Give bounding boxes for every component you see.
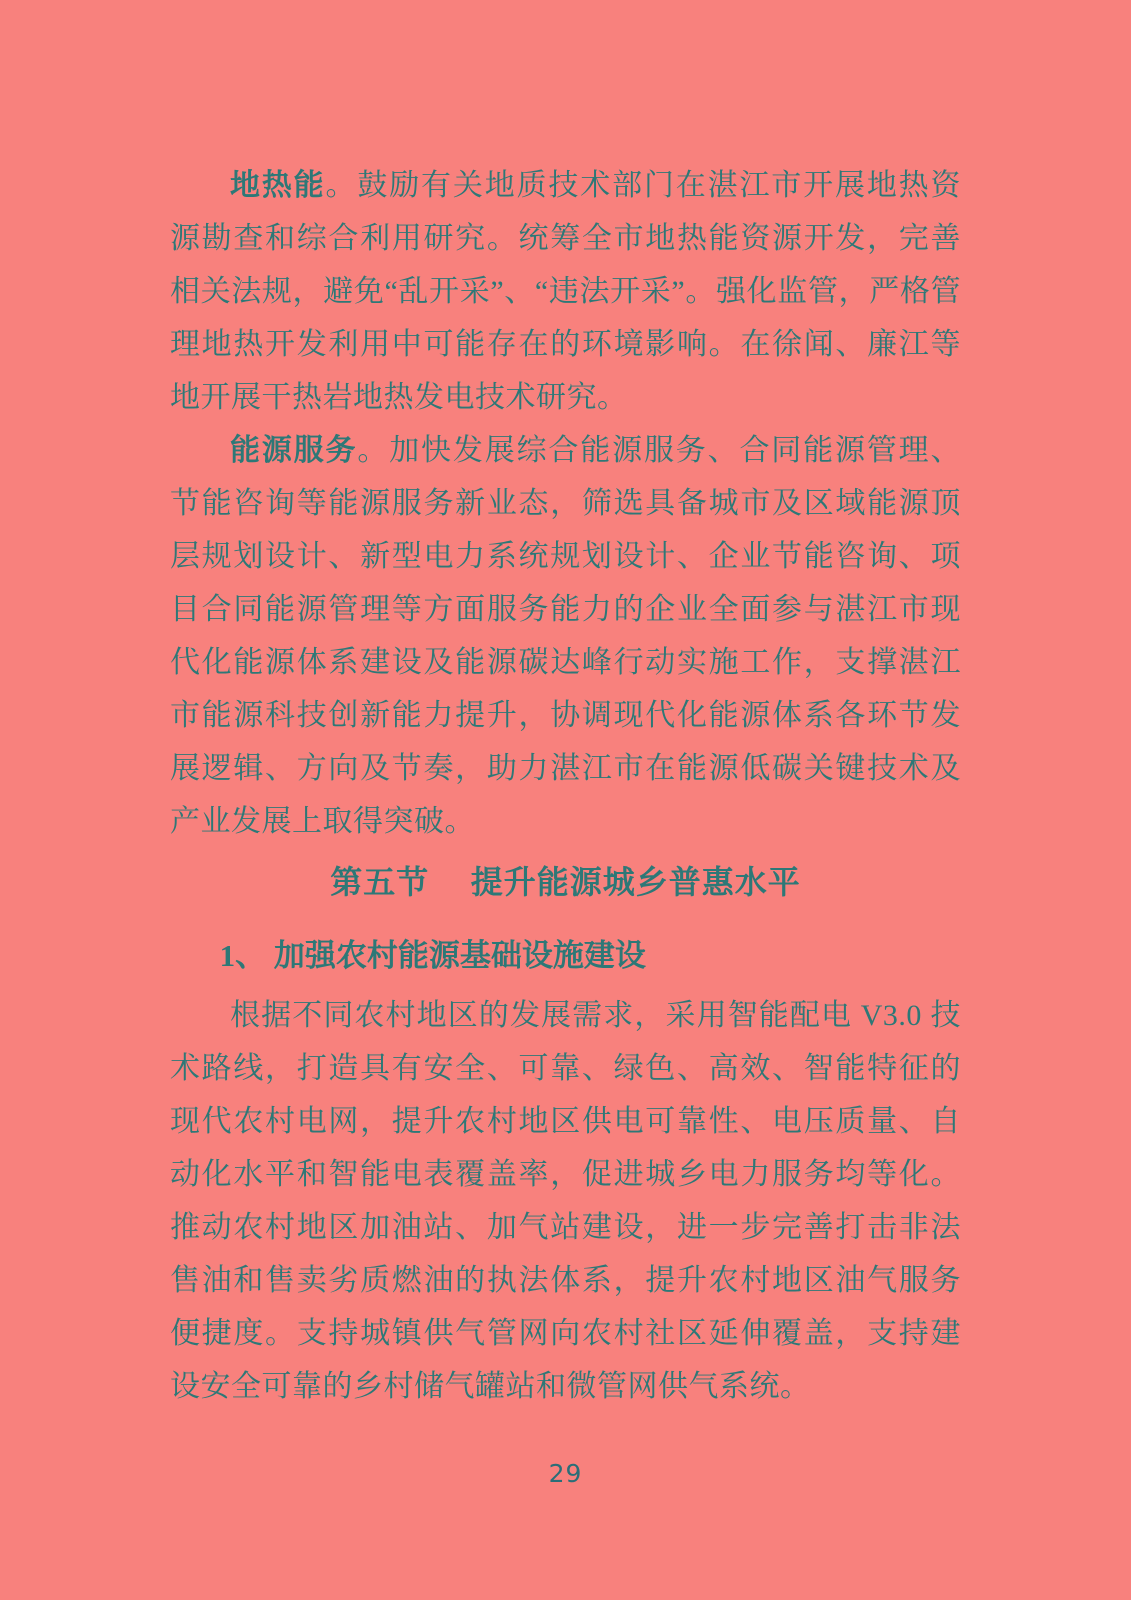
page-content [170,159,961,1413]
paragraph-energy-service-text: 。加快发展综合能源服务、合同能源管理、节能咨询等能源服务新业态，筛选具备城市及区域能源顶层规划设计、新型电力系统规划设计、企业节能咨询、项目合同能源管理等方面服务能力的企业全面参与湛江市现代化能源体系建设及能源碳达峰行动实施工作，支撑湛江市能源科技创新能力提升，协调现代化能源体系各环节发展逻辑、方向及节奏，助力湛江市在能源低碳关键技术及产业发展上取得突破。 [170,434,962,838]
paragraph-geothermal-text: 。鼓励有关地质技术部门在湛江市开展地热资源勘查和综合利用研究。统筹全市地热能资源开发，完善相关法规，避免“乱开采”、“违法开采”。强化监管，严格管理地热开发利用中可能存在的环境影响。在徐闻、廉江等地开展干热岩地热发电技术研究。 [170,169,962,414]
paragraph-geothermal [170,159,961,424]
paragraph-rural-infrastructure: 根据不同农村地区的发展需求，采用智能配电 V3.0 技术路线，打造具有安全、可靠、绿色、高效、智能特征的现代农村电网，提升农村地区供电可靠性、电压质量、自动化水平和智能电表覆盖率，促进城乡电力服务均等化。推动农村地区加油站、加气站建设，进一步完善打击非法售油和售卖劣质燃油的执法体系，提升农村地区油气服务便捷度。支持城镇供气管网向农村社区延伸覆盖，支持建设安全可靠的乡村储气罐站和微管网供气系统。 [170,999,961,1403]
section-heading-title: 提升能源城乡普惠水平 [470,864,801,900]
subsection-heading: 1、 加强农村能源基础设施建设 [219,938,646,973]
page-number: 29 [548,1459,583,1488]
section-heading [170,856,961,909]
section-heading-number: 第五节 [330,864,430,900]
paragraph-geothermal-lead: 地热能 [230,169,326,202]
paragraph-energy-service [170,424,961,848]
paragraph-energy-service-lead: 能源服务 [230,434,358,467]
